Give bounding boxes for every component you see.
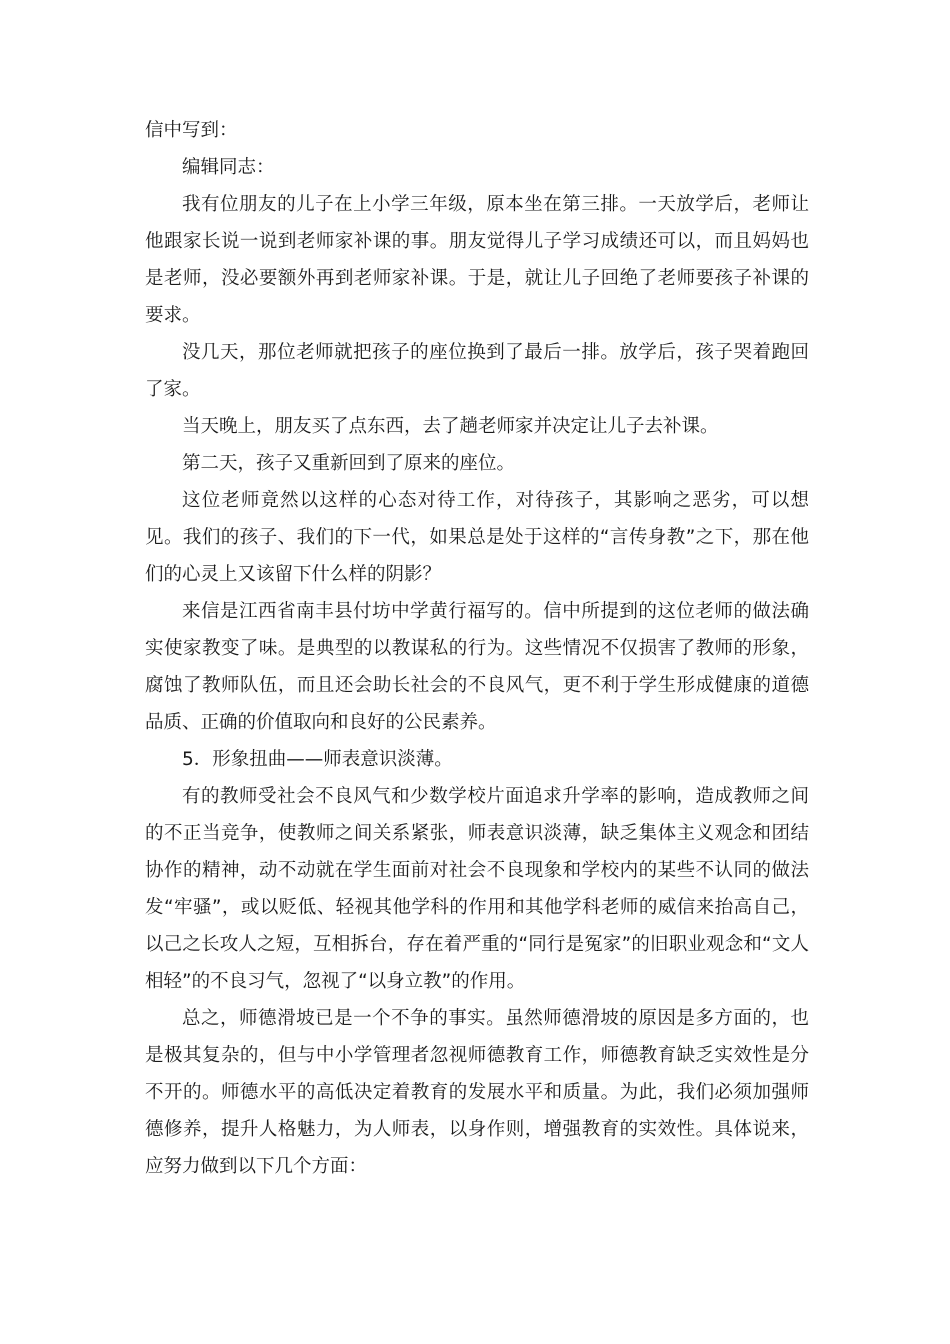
document-body	[145, 112, 809, 1185]
paragraph-salutation: 编辑同志：	[182, 157, 275, 178]
paragraph: 第二天，孩子又重新回到了原来的座位。	[182, 453, 516, 474]
section-heading: 5．形象扭曲——师表意识淡薄。	[182, 749, 453, 770]
paragraph-intro: 信中写到：	[145, 120, 238, 141]
paragraph: 这位老师竟然以这样的心态对待工作，对待孩子，其影响之恶劣，可以想见。我们的孩子、我们的下一代，如果总是处于这样的“言传身教”之下，那在他们的心灵上又该留下什么样的阴影？	[145, 490, 809, 585]
paragraph: 总之，师德滑坡已是一个不争的事实。虽然师德滑坡的原因是多方面的，也是极其复杂的，但与中小学管理者忽视师德教育工作，师德教育缺乏实效性是分不开的。师德水平的高低决定着教育的发展水平和质量。为此，我们必须加强师德修养，提升人格魅力，为人师表，以身作则，增强教育的实效性。具体说来，应努力做到以下几个方面：	[145, 1008, 809, 1177]
paragraph: 有的教师受社会不良风气和少数学校片面追求升学率的影响，造成教师之间的不正当竞争，使教师之间关系紧张，师表意识淡薄，缺乏集体主义观念和团结协作的精神，动不动就在学生面前对社会不良现象和学校内的某些不认同的做法发“牢骚”，或以贬低、轻视其他学科的作用和其他学科老师的威信来抬高自己，以己之长攻人之短，互相拆台，存在着严重的“同行是冤家”的旧职业观念和“文人相轻”的不良习气，忽视了“以身立教”的作用。	[145, 786, 809, 992]
paragraph: 没几天，那位老师就把孩子的座位换到了最后一排。放学后，孩子哭着跑回了家。	[145, 342, 809, 400]
paragraph: 我有位朋友的儿子在上小学三年级，原本坐在第三排。一天放学后，老师让他跟家长说一说到老师家补课的事。朋友觉得儿子学习成绩还可以，而且妈妈也是老师，没必要额外再到老师家补课。于是，就让儿子回绝了老师要孩子补课的要求。	[145, 194, 809, 326]
paragraph: 当天晚上，朋友买了点东西，去了趟老师家并决定让儿子去补课。	[182, 416, 719, 437]
paragraph: 来信是江西省南丰县付坊中学黄行福写的。信中所提到的这位老师的做法确实使家教变了味。是典型的以教谋私的行为。这些情况不仅损害了教师的形象，腐蚀了教师队伍，而且还会助长社会的不良风气，更不利于学生形成健康的道德品质、正确的价值取向和良好的公民素养。	[145, 601, 809, 733]
